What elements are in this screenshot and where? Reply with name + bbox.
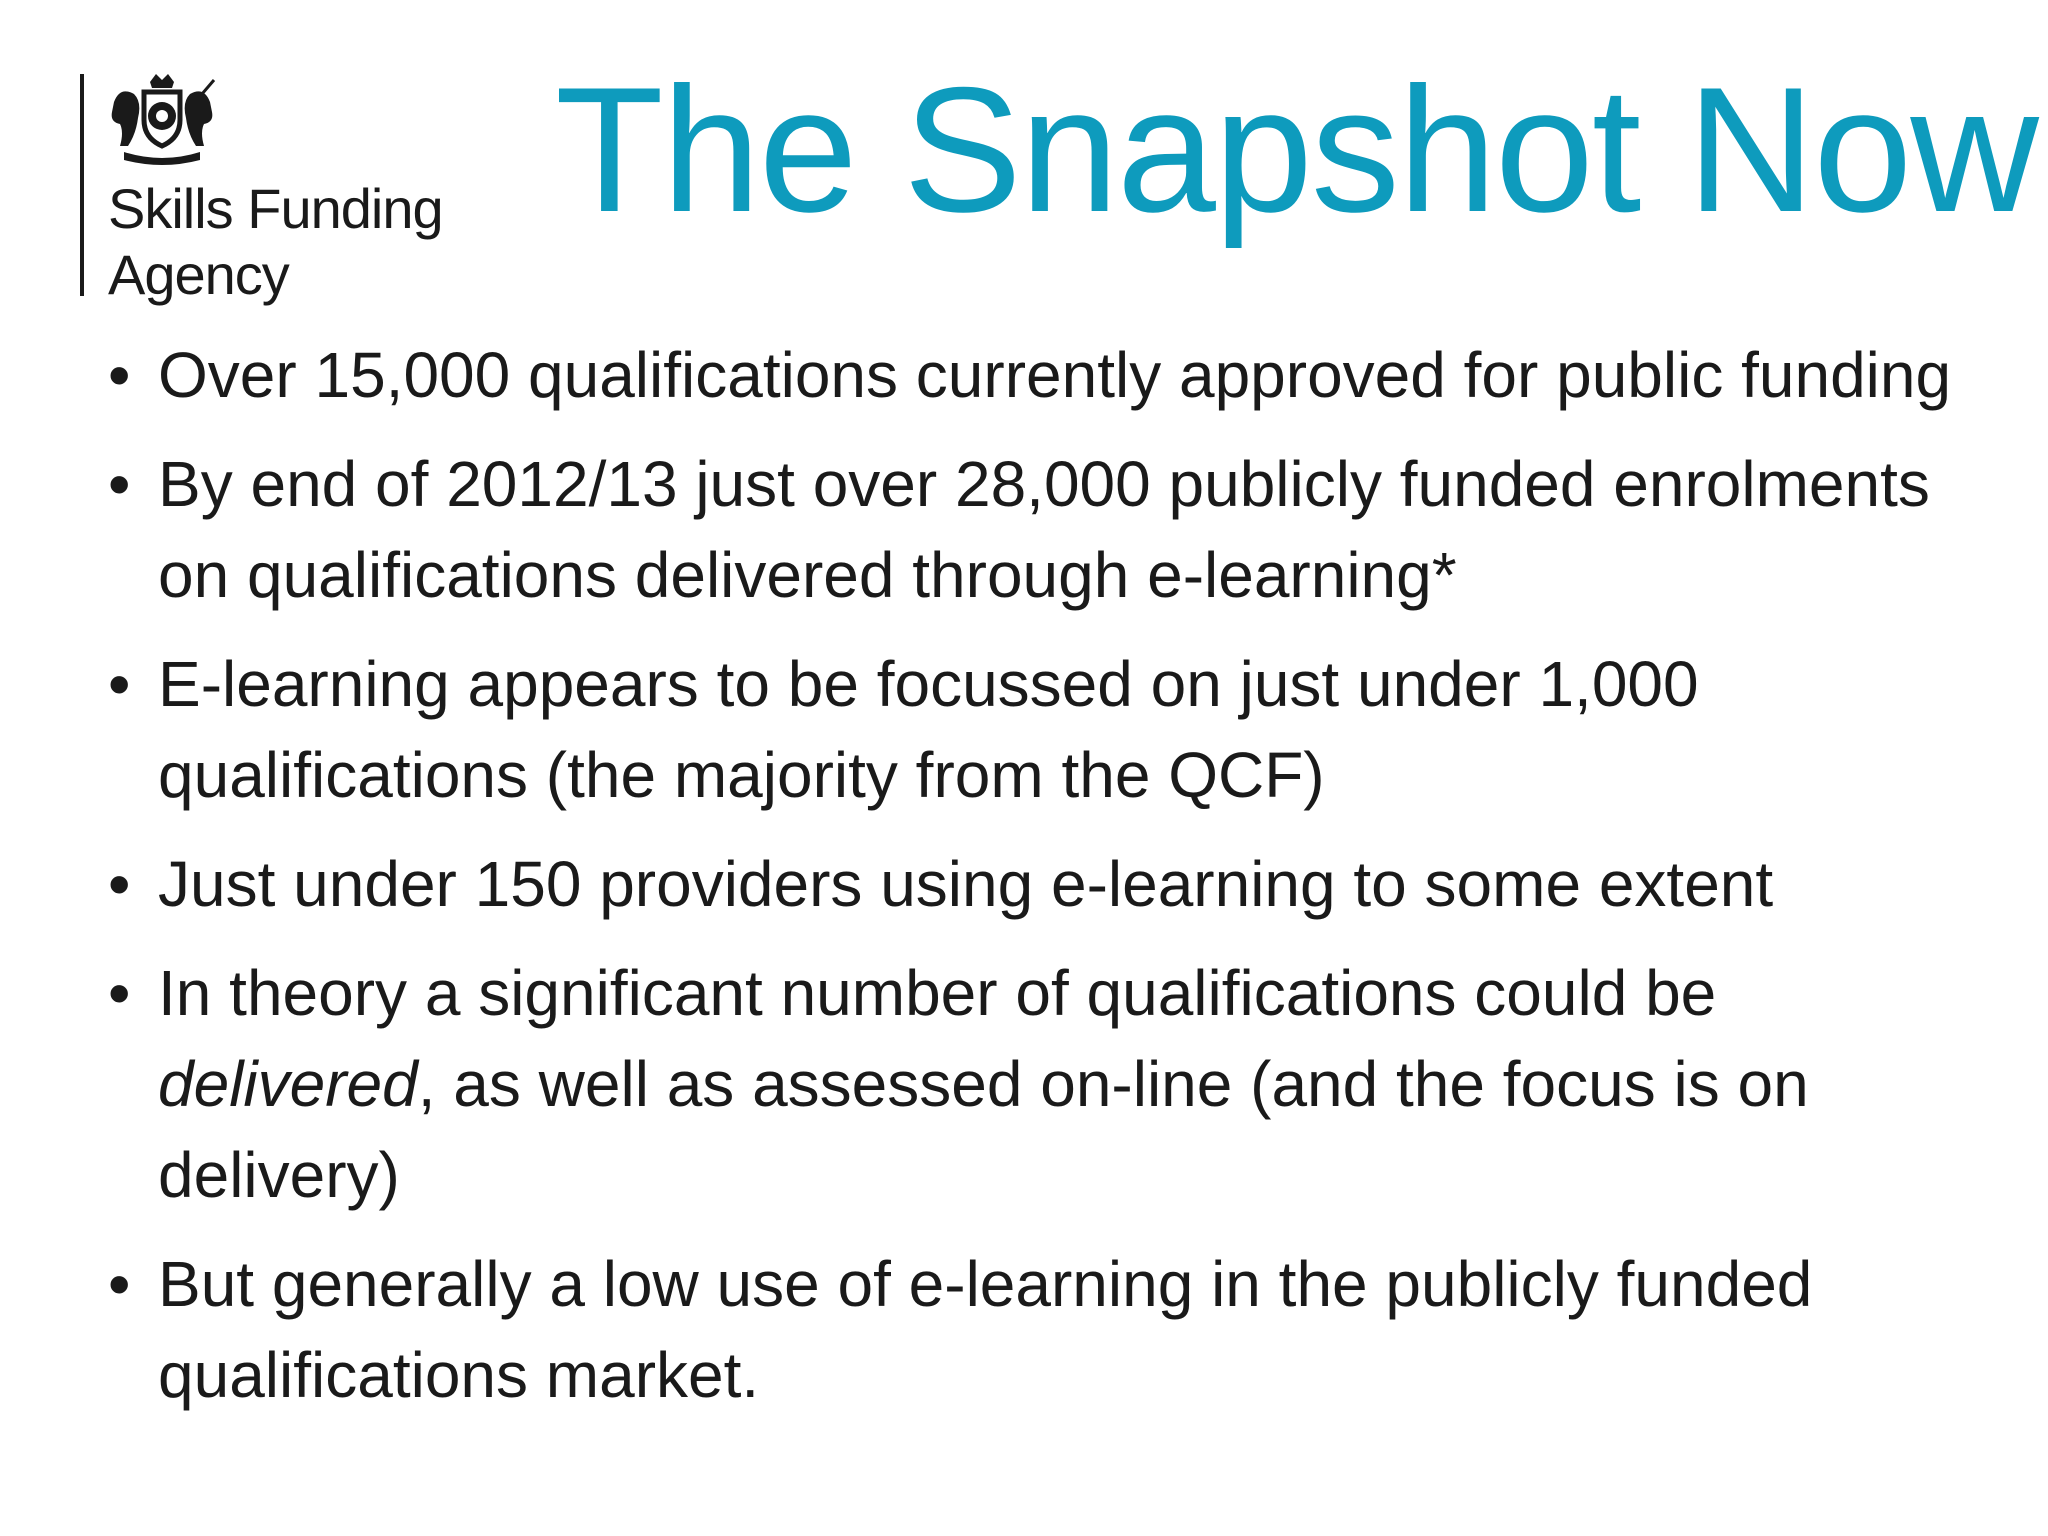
- logo-divider: [80, 74, 84, 296]
- bullet-item: [108, 839, 2008, 930]
- bullet-text: Over 15,000 qualifications currently approved for public funding: [158, 339, 1952, 411]
- bullet-text: [158, 957, 1809, 1211]
- bullet-item: [108, 948, 2008, 1221]
- bullet-list: [108, 330, 2008, 1439]
- logo-line-2: Agency: [108, 243, 289, 306]
- bullet-dot-icon: •: [108, 848, 131, 920]
- bullet-text: E-learning appears to be focussed on just under 1,000 qualifications (the majority from the QCF): [158, 648, 1699, 811]
- bullet-dot-icon: •: [108, 648, 131, 720]
- logo-wordmark: [108, 176, 443, 308]
- bullet-text: Just under 150 providers using e-learning to some extent: [158, 848, 1774, 920]
- bullet-item: [108, 439, 2008, 621]
- royal-coat-of-arms-icon: [106, 72, 218, 168]
- bullet-text: But generally a low use of e-learning in the publicly funded qualifications market.: [158, 1248, 1813, 1411]
- bullet-dot-icon: •: [108, 1248, 131, 1320]
- bullet-item: [108, 639, 2008, 821]
- bullet-text-before: In theory a significant number of qualifications could be: [158, 957, 1717, 1029]
- bullet-text: By end of 2012/13 just over 28,000 publicly funded enrolments on qualifications delivered through e-learning*: [158, 448, 1930, 611]
- bullet-item: [108, 330, 2008, 421]
- bullet-dot-icon: •: [108, 448, 131, 520]
- skills-funding-agency-logo: [80, 72, 500, 312]
- bullet-text-emphasis: delivered: [158, 1048, 418, 1120]
- bullet-text-after: , as well as assessed on-line (and the focus is on delivery): [158, 1048, 1809, 1211]
- logo-line-1: Skills Funding: [108, 177, 443, 240]
- bullet-item: [108, 1239, 2008, 1421]
- slide-title: The Snapshot Now: [555, 50, 2037, 249]
- bullet-dot-icon: •: [108, 339, 131, 411]
- bullet-dot-icon: •: [108, 957, 131, 1029]
